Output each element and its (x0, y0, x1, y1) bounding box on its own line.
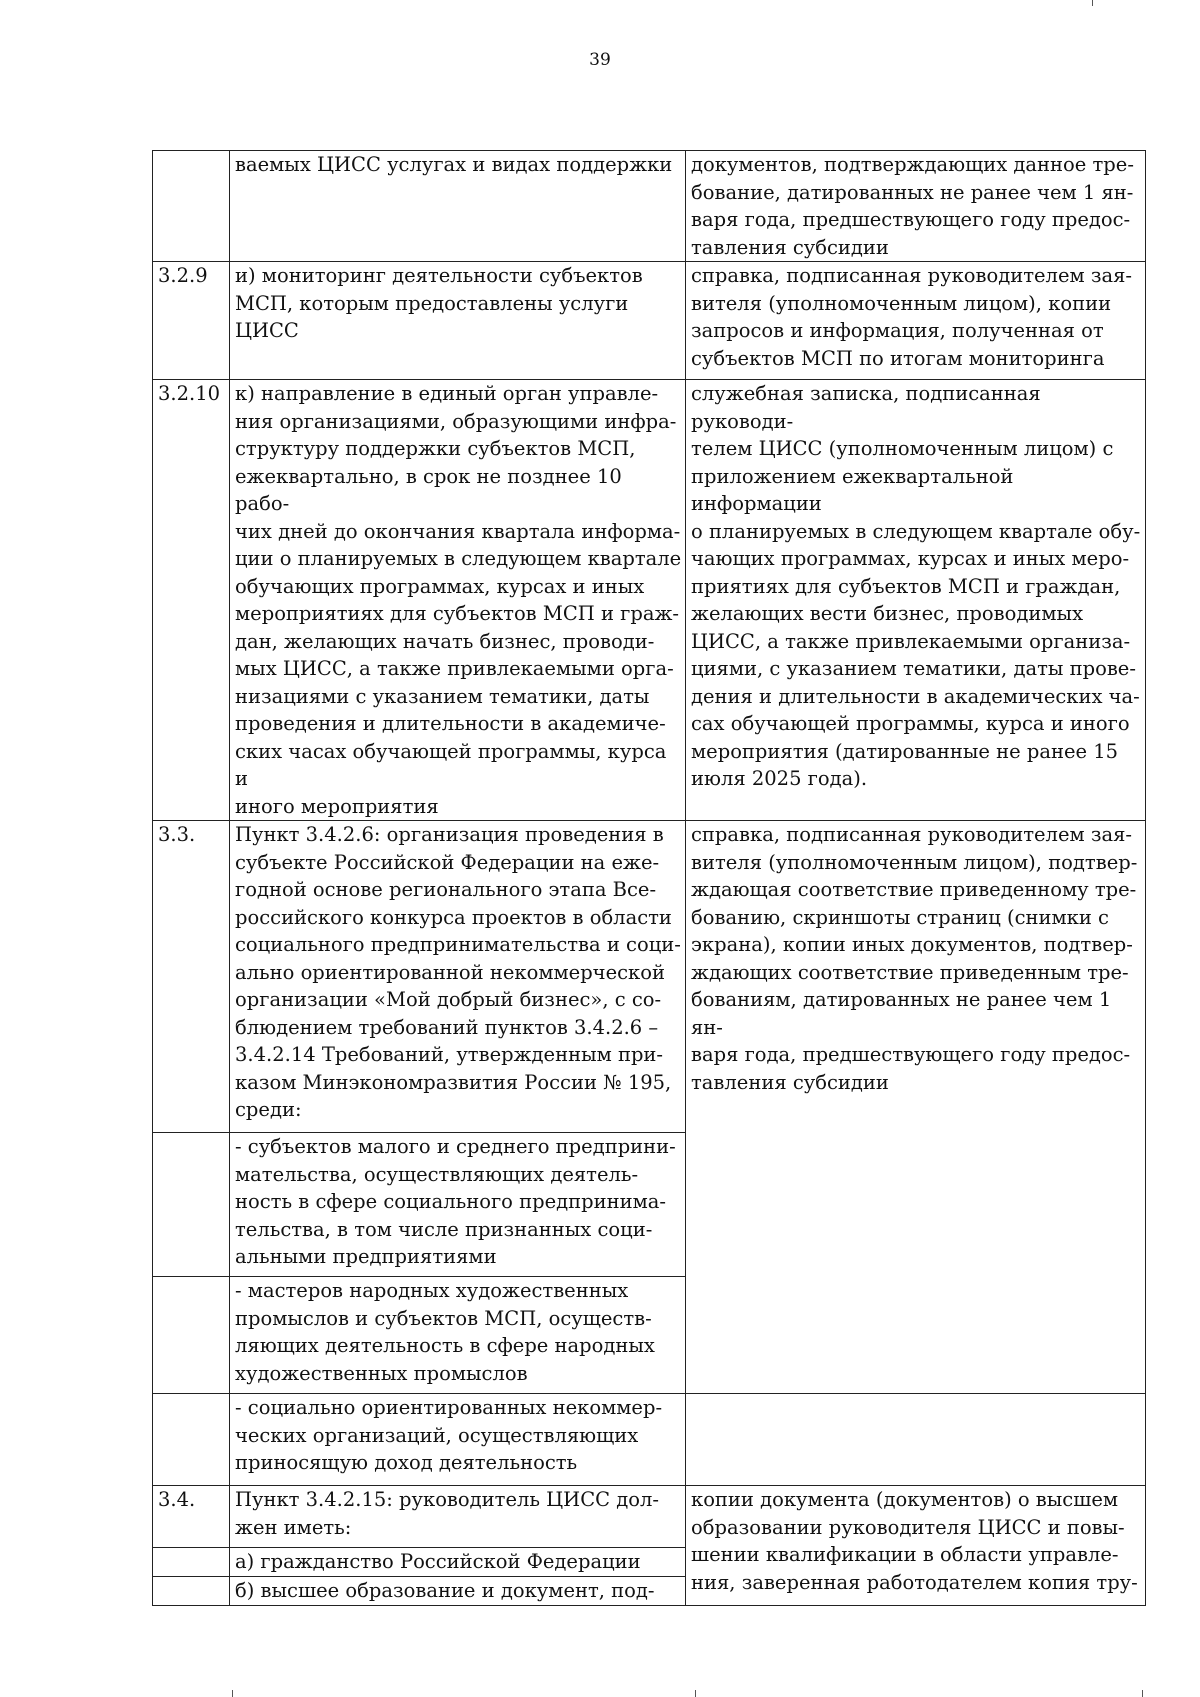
row-number (153, 1577, 230, 1606)
row-number (153, 1548, 230, 1577)
requirement-subitem: а) гражданство Российской Федерации (230, 1548, 686, 1577)
table-row (153, 380, 1146, 821)
scan-edge-mark (232, 1690, 233, 1697)
requirement-text: к) направление в единый орган управле- ния организациями, образующими инфра- структуру поддержки субъектов МСП, ежеквартально, в срок не позднее 10 рабо- чих дней до окончания квартала информа- ции о планируемых в следующем квартале обучающих программах, курсах и иных мероприятиях для субъектов МСП и граж- дан, желающих начать бизнес, проводи- мых ЦИСС, а также привлекаемыми орга- низациями с указанием тематики, даты проведения и длительности в академиче- ских часах обучающей программы, курса и иного мероприятия (230, 380, 686, 821)
table-row (153, 821, 1146, 1133)
row-number: 3.3. (153, 821, 230, 1133)
table-row (153, 151, 1146, 262)
scan-edge-mark (1092, 0, 1093, 6)
requirement-subitem: - социально ориентированных некоммер- ческих организаций, осуществляющих приносящую доход деятельность (230, 1394, 686, 1486)
row-number (153, 1133, 230, 1277)
row-number (153, 1277, 230, 1394)
requirement-subitem: б) высшее образование и документ, под- (230, 1577, 686, 1606)
row-number (153, 151, 230, 262)
scan-edge-mark (695, 1690, 696, 1697)
requirement-subitem: - мастеров народных художественных промыслов и субъектов МСП, осуществ- ляющих деятельность в сфере народных художественных промыслов (230, 1277, 686, 1394)
requirements-table (152, 150, 1146, 1606)
table-row (153, 1394, 1146, 1486)
row-number: 3.2.9 (153, 262, 230, 380)
page-number: 39 (589, 50, 611, 70)
documents-text: служебная записка, подписанная руководи- телем ЦИСС (уполномоченным лицом) с приложением ежеквартальной информации о планируемых в следующем квартале обу- чающих программах, курсах и иных меро- приятиях для субъектов МСП и граждан, желающих вести бизнес, проводимых ЦИСС, а также привлекаемыми организа- циями, с указанием тематики, даты прове- дения и длительности в академических ча- сах обучающей программы, курса и иного мероприятия (датированные не ранее 15 июля 2025 года). (686, 380, 1146, 821)
documents-text: копии документа (документов) о высшем образовании руководителя ЦИСС и повы- шении квалификации в области управле- ния, заверенная работодателем копия тру- (686, 1486, 1146, 1606)
documents-text: справка, подписанная руководителем зая- вителя (уполномоченным лицом), копии запросов и информация, полученная от субъектов МСП по итогам мониторинга (686, 262, 1146, 380)
requirement-text: и) мониторинг деятельности субъектов МСП, которым предоставлены услуги ЦИСС (230, 262, 686, 380)
requirement-text: Пункт 3.4.2.15: руководитель ЦИСС дол- жен иметь: (230, 1486, 686, 1548)
requirement-text: Пункт 3.4.2.6: организация проведения в субъекте Российской Федерации на еже- годной основе регионального этапа Все- российского конкурса проектов в области социального предпринимательства и соци- ально ориентированной некоммерческой организации «Мой добрый бизнес», с со- блюдением требований пунктов 3.4.2.6 – 3.4.2.14 Требований, утвержденным при- казом Минэкономразвития России № 195, среди: (230, 821, 686, 1133)
table-row (153, 262, 1146, 380)
documents-text: справка, подписанная руководителем зая- вителя (уполномоченным лицом), подтвер- ждающая соответствие приведенному тре- бованию, скриншоты страниц (снимки с экрана), копии иных документов, подтвер- ждающих соответствие приведенным тре- бованиям, датированных не ранее чем 1 ян- варя года, предшествующего году предос- тавления субсидии (686, 821, 1146, 1394)
scan-edge-mark (1142, 1690, 1143, 1697)
documents-text: документов, подтверждающих данное тре- бование, датированных не ранее чем 1 ян- варя года, предшествующего году предос- тавления субсидии (686, 151, 1146, 262)
row-number (153, 1394, 230, 1486)
documents-text (686, 1394, 1146, 1486)
row-number: 3.2.10 (153, 380, 230, 821)
requirement-text: ваемых ЦИСС услугах и видах поддержки (230, 151, 686, 262)
requirement-subitem: - субъектов малого и среднего предприни- мательства, осуществляющих деятель- ность в сфере социального предпринима- тельства, в том числе признанных соци- альными предприятиями (230, 1133, 686, 1277)
row-number: 3.4. (153, 1486, 230, 1548)
table-row (153, 1486, 1146, 1548)
